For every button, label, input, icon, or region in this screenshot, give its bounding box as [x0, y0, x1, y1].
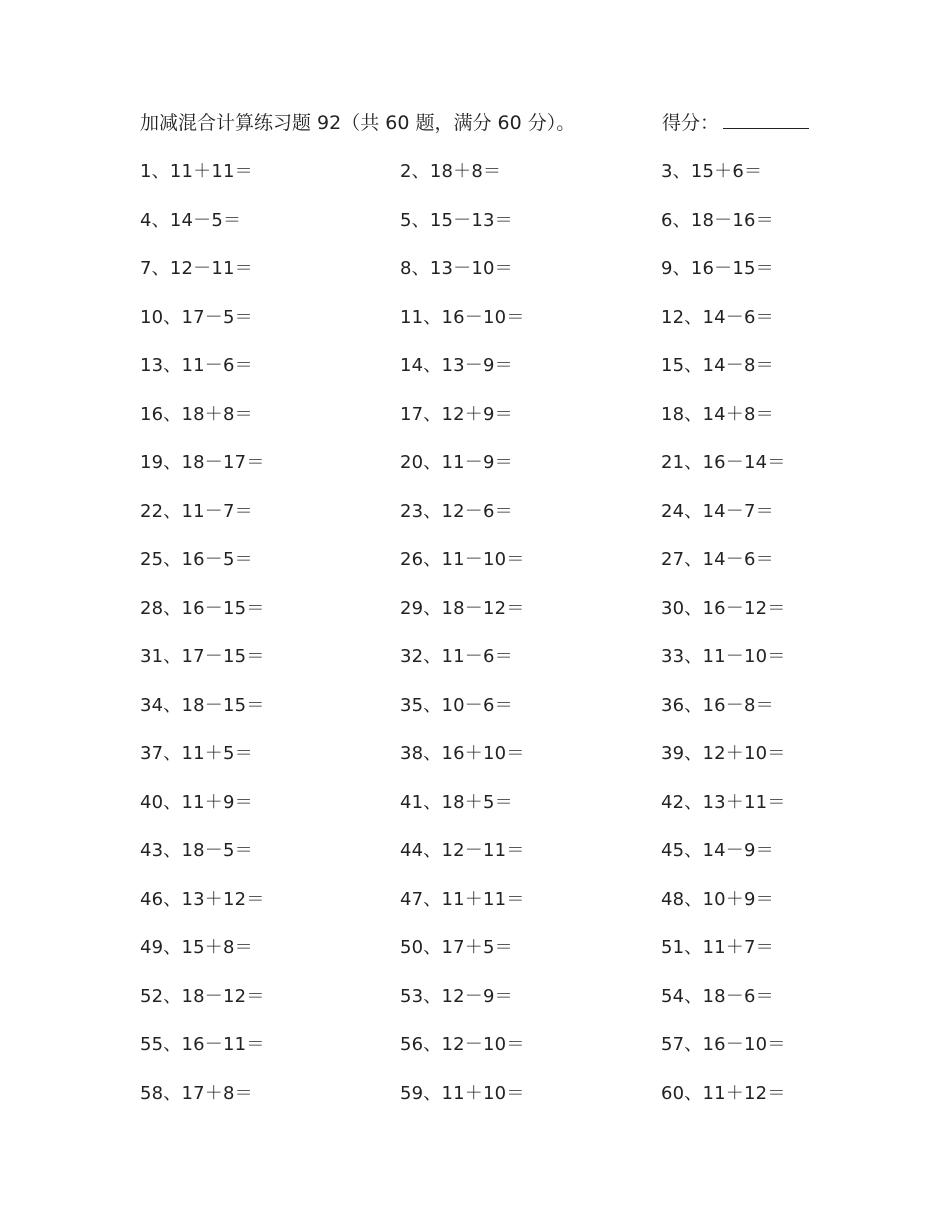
problem-item: 3、15＋6＝	[661, 161, 763, 182]
score-label: 得分：	[662, 112, 720, 134]
problem-item: 52、18－12＝	[140, 985, 265, 1007]
problem-item: 28、16－15＝	[140, 597, 265, 619]
problem-item: 46、13＋12＝	[140, 888, 265, 910]
problem-row	[140, 691, 840, 740]
problem-item: 56、12－10＝	[400, 1034, 525, 1055]
problem-item: 25、16－5＝	[140, 549, 253, 570]
problem-item: 43、18－5＝	[140, 840, 253, 861]
problem-row	[140, 157, 840, 206]
problem-item: 60、11＋12＝	[661, 1082, 786, 1104]
problem-item: 10、17－5＝	[140, 306, 253, 328]
problem-row	[140, 642, 840, 691]
problem-item: 11、16－10＝	[400, 306, 525, 328]
problem-item: 7、12－11＝	[140, 258, 253, 279]
problem-item: 47、11＋11＝	[400, 888, 525, 910]
problem-item: 55、16－11＝	[140, 1034, 265, 1055]
problem-item: 48、10＋9＝	[661, 888, 774, 910]
problem-item: 6、18－16＝	[661, 209, 774, 231]
problem-item: 14、13－9＝	[400, 355, 513, 376]
problem-item: 54、18－6＝	[661, 985, 774, 1007]
problem-item: 2、18＋8＝	[400, 161, 502, 182]
problem-item: 20、11－9＝	[400, 452, 513, 473]
problem-item: 33、11－10＝	[661, 646, 786, 667]
problem-item: 8、13－10＝	[400, 258, 513, 279]
problem-item: 57、16－10＝	[661, 1034, 786, 1055]
problem-item: 12、14－6＝	[661, 306, 774, 328]
score-field	[662, 108, 809, 135]
problem-item: 44、12－11＝	[400, 840, 525, 861]
score-blank-line[interactable]	[723, 110, 809, 129]
problem-item: 4、14－5＝	[140, 209, 242, 231]
problem-item: 15、14－8＝	[661, 355, 774, 376]
problem-item: 17、12＋9＝	[400, 403, 513, 425]
problem-item: 19、18－17＝	[140, 452, 265, 473]
problem-item: 41、18＋5＝	[400, 791, 513, 813]
problem-row	[140, 933, 840, 982]
problem-row	[140, 206, 840, 255]
problem-row	[140, 497, 840, 546]
problem-item: 50、17＋5＝	[400, 937, 513, 958]
problem-row	[140, 303, 840, 352]
problem-item: 22、11－7＝	[140, 500, 253, 522]
problem-item: 1、11＋11＝	[140, 161, 253, 182]
problem-item: 9、16－15＝	[661, 258, 774, 279]
problem-item: 27、14－6＝	[661, 549, 774, 570]
problem-item: 24、14－7＝	[661, 500, 774, 522]
problem-grid	[140, 157, 840, 1127]
problem-row	[140, 351, 840, 400]
problem-row	[140, 1030, 840, 1079]
worksheet-title: 加减混合计算练习题 92（共 60 题，满分 60 分）。	[140, 112, 576, 134]
problem-item: 38、16＋10＝	[400, 743, 525, 764]
problem-row	[140, 885, 840, 934]
problem-item: 31、17－15＝	[140, 646, 265, 667]
problem-row	[140, 739, 840, 788]
problem-row	[140, 594, 840, 643]
problem-row	[140, 400, 840, 449]
problem-row	[140, 788, 840, 837]
problem-item: 29、18－12＝	[400, 597, 525, 619]
problem-row	[140, 982, 840, 1031]
problem-row	[140, 545, 840, 594]
problem-item: 23、12－6＝	[400, 500, 513, 522]
problem-item: 5、15－13＝	[400, 209, 513, 231]
problem-item: 35、10－6＝	[400, 694, 513, 716]
problem-item: 18、14＋8＝	[661, 403, 774, 425]
problem-item: 49、15＋8＝	[140, 937, 253, 958]
problem-item: 16、18＋8＝	[140, 403, 253, 425]
problem-item: 32、11－6＝	[400, 646, 513, 667]
problem-item: 36、16－8＝	[661, 694, 774, 716]
problem-item: 26、11－10＝	[400, 549, 525, 570]
problem-item: 51、11＋7＝	[661, 937, 774, 958]
problem-row	[140, 1079, 840, 1128]
problem-item: 13、11－6＝	[140, 355, 253, 376]
problem-row	[140, 448, 840, 497]
problem-item: 59、11＋10＝	[400, 1082, 525, 1104]
problem-item: 53、12－9＝	[400, 985, 513, 1007]
problem-item: 45、14－9＝	[661, 840, 774, 861]
problem-item: 39、12＋10＝	[661, 743, 786, 764]
problem-item: 42、13＋11＝	[661, 791, 786, 813]
problem-row	[140, 254, 840, 303]
problem-item: 40、11＋9＝	[140, 791, 253, 813]
problem-item: 30、16－12＝	[661, 597, 786, 619]
problem-item: 34、18－15＝	[140, 694, 265, 716]
problem-item: 21、16－14＝	[661, 452, 786, 473]
problem-item: 37、11＋5＝	[140, 743, 253, 764]
problem-item: 58、17＋8＝	[140, 1082, 253, 1104]
problem-row	[140, 836, 840, 885]
